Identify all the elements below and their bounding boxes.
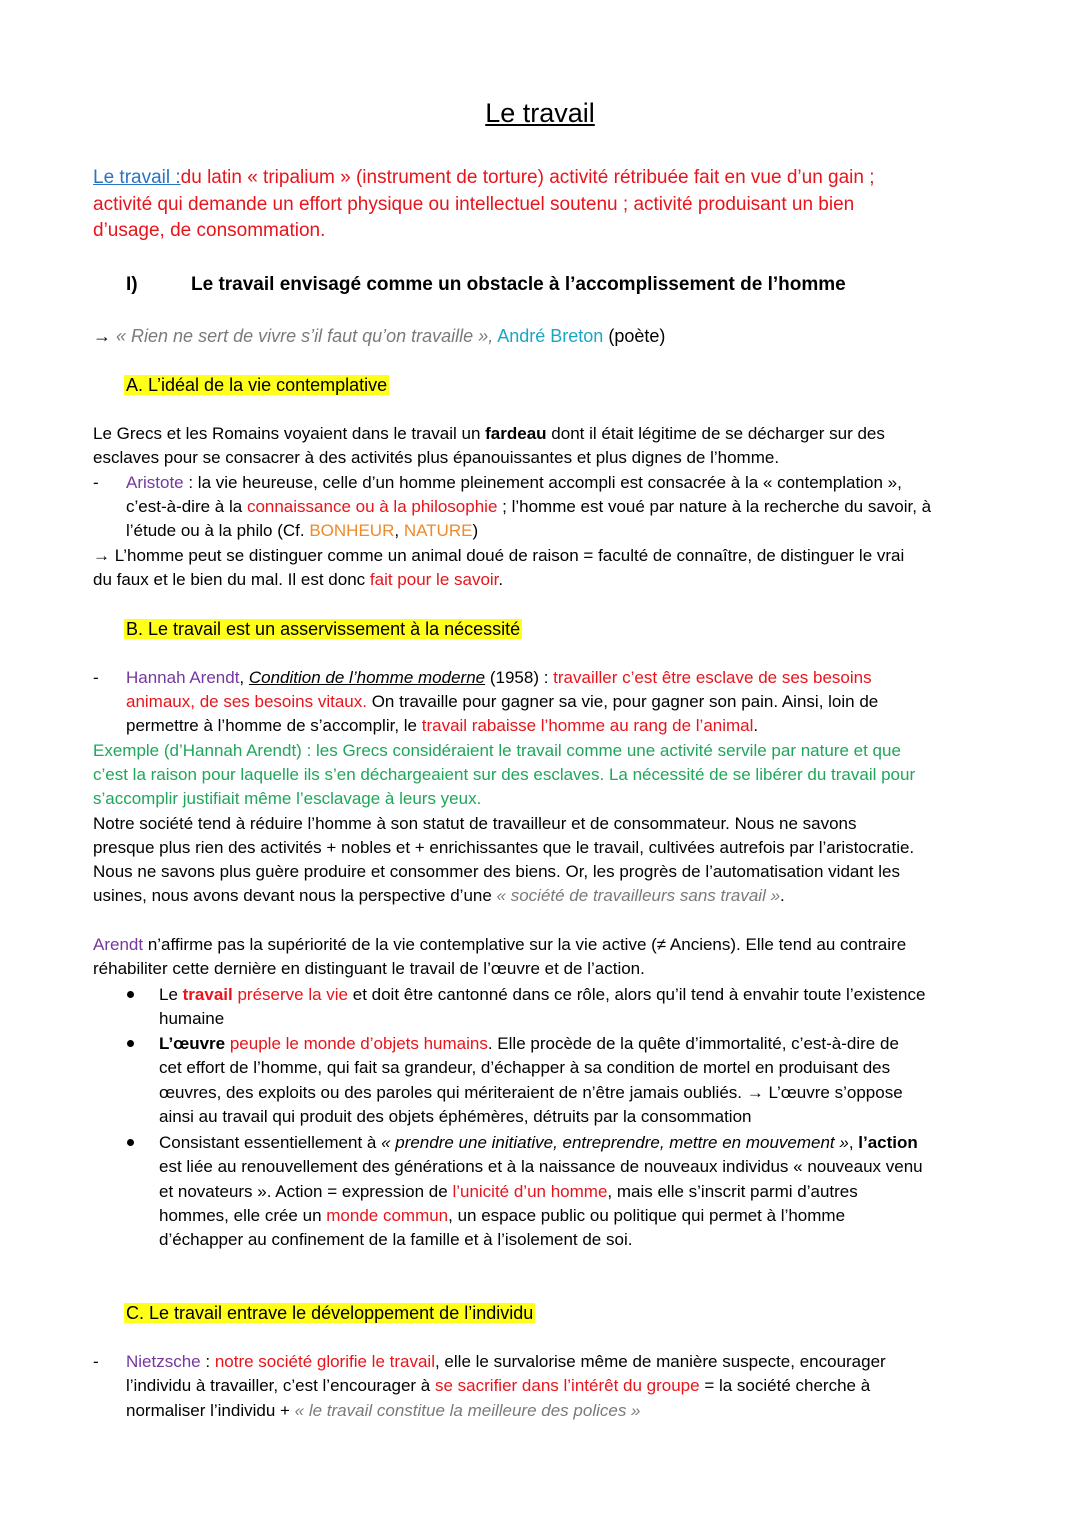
aristote-line-2: c’est-à-dire à la connaissance ou à la philosophie ; l’homme est voué par nature à la recherche du savoir, à — [126, 497, 932, 516]
bullet-action-line-2: est liée au renouvellement des générations et à la naissance de nouveaux individus « nouveaux venu — [159, 1157, 923, 1176]
part-title: Le travail envisagé comme un obstacle à l’accomplissement de l’homme — [191, 274, 846, 295]
bullet-icon — [127, 1040, 134, 1047]
bullet-action-line-3: et novateurs ». Action = expression de l’unicité d’un homme, mais elle s’inscrit parmi d’autres — [159, 1182, 858, 1201]
definition-text: du latin « tripalium » (instrument de torture) activité rétribuée fait en vue d’un gain ; — [180, 167, 875, 188]
society-line-4: usines, nous avons devant nous la perspective d’une « société de travailleurs sans travail ». — [93, 886, 785, 905]
author-nietzsche: Nietzsche — [126, 1352, 201, 1371]
arendt-line-2: animaux, de ses besoins vitaux. On travaille pour gagner sa vie, pour gagner son pain. Ainsi, loin de — [126, 692, 879, 711]
dash-bullet: - — [93, 668, 99, 687]
definition-line-1 — [93, 166, 875, 190]
book-title: Condition de l’homme moderne — [248, 668, 486, 687]
section-b-title: B. Le travail est un asservissement à la nécessité — [126, 619, 521, 639]
arendt-summary-line-2: réhabiliter cette dernière en distinguant le travail de l’œuvre et de l’action. — [93, 959, 645, 978]
definition-line-2: activité qui demande un effort physique ou intellectuel soutenu ; activité produisant un bien — [93, 194, 855, 215]
author-aristote: Aristote — [126, 473, 184, 492]
quote-author: André Breton — [497, 326, 604, 346]
section-b-heading — [124, 617, 522, 641]
society-line-1: Notre société tend à réduire l’homme à son statut de travailleur et de consommateur. Nous ne savons — [93, 814, 857, 833]
bold-fardeau: fardeau — [485, 424, 547, 443]
dash-bullet: - — [93, 473, 99, 492]
bullet-travail-line-1: Le travail préserve la vie et doit être cantonné dans ce rôle, alors qu’il tend à envahir toute l’existence — [159, 985, 926, 1004]
quote-role: (poète) — [608, 326, 666, 346]
bullet-action-line-1: Consistant essentiellement à « prendre une initiative, entreprendre, mettre en mouvement », l’action — [159, 1133, 918, 1152]
arrow-icon: → — [93, 326, 111, 346]
quote-breton — [93, 324, 665, 348]
example-line-1: Exemple (d’Hannah Arendt) : les Grecs considéraient le travail comme une activité servile par nature et que — [93, 741, 901, 760]
nietzsche-line-1: Nietzsche : notre société glorifie le travail, elle le survalorise même de manière suspecte, encourager — [126, 1352, 886, 1371]
arendt-summary-line-1: Arendt n’affirme pas la supériorité de la vie contemplative sur la vie active (≠ Anciens). Elle tend au contraire — [93, 935, 907, 954]
bullet-travail-line-2: humaine — [159, 1009, 225, 1028]
bullet-oeuvre-line-1: L’œuvre peuple le monde d’objets humains. Elle procède de la quête d’immortalité, c’est-à-dire de — [159, 1034, 899, 1053]
section-a-heading — [124, 373, 389, 397]
bullet-icon — [127, 991, 134, 998]
society-line-2: presque plus rien des activités + nobles et + enrichissantes que le travail, cultivées autrefois par l’aristocratie. — [93, 838, 915, 857]
paragraph-a-line-6: → L’homme peut se distinguer comme un animal doué de raison = faculté de connaître, de distinguer le vrai — [93, 546, 905, 565]
paragraph-a-line-2: esclaves pour se consacrer à des activités plus épanouissantes et plus dignes de l’homme. — [93, 448, 780, 467]
bullet-oeuvre-line-2: cet effort de l’homme, qui fait sa grandeur, d’échapper à sa condition de mortel en produisant des — [159, 1058, 891, 1077]
section-a-title: A. L’idéal de la vie contemplative — [126, 375, 388, 395]
section-c-title: C. Le travail entrave le développement de l’individu — [126, 1303, 534, 1323]
example-line-3: s’accomplir justifiait même l’esclavage à leurs yeux. — [93, 789, 482, 808]
definition-term: Le travail : — [93, 167, 181, 188]
aristote-line-1: Aristote : la vie heureuse, celle d’un homme pleinement accompli est consacrée à la « contemplation », — [126, 473, 902, 492]
bullet-icon — [127, 1139, 134, 1146]
nietzsche-line-2: l’individu à travailler, c’est l’encourager à se sacrifier dans l’intérêt du groupe = la société cherche à — [126, 1376, 871, 1395]
paragraph-a-line-1: Le Grecs et les Romains voyaient dans le travail un fardeau dont il était légitime de se décharger sur des — [93, 424, 885, 443]
definition-line-3: d’usage, de consommation. — [93, 220, 326, 241]
bullet-oeuvre-line-4: ainsi au travail qui produit des objets éphémères, détruits par la consommation — [159, 1107, 752, 1126]
author-arendt: Hannah Arendt — [126, 668, 240, 687]
paragraph-a-line-7: du faux et le bien du mal. Il est donc fait pour le savoir. — [93, 570, 504, 589]
dash-bullet: - — [93, 1352, 99, 1371]
bullet-action-line-4: hommes, elle crée un monde commun, un espace public ou politique qui permet à l’homme — [159, 1206, 846, 1225]
aristote-line-3: l’étude ou à la philo (Cf. BONHEUR, NATURE) — [126, 521, 479, 540]
link-nature: NATURE — [403, 521, 473, 540]
bullet-action-line-5: d’échapper au confinement de la famille et à l’isolement de soi. — [159, 1230, 633, 1249]
example-line-2: c’est la raison pour laquelle ils s’en déchargeaient sur des esclaves. La nécessité de se libérer du travail pour — [93, 765, 916, 784]
quote-text: « Rien ne sert de vivre s’il faut qu’on travaille », — [116, 326, 494, 346]
part-number: I) — [126, 274, 138, 295]
bullet-oeuvre-line-3: œuvres, des exploits ou des paroles qui mériteraient de n’être jamais oubliés. → L’œuvre s’oppose — [159, 1083, 903, 1102]
society-line-3: Nous ne savons plus guère produire et consommer des biens. Or, les progrès de l’automatisation vidant les — [93, 862, 900, 881]
page-title: Le travail — [485, 98, 595, 128]
section-c-heading — [124, 1301, 535, 1325]
link-bonheur: BONHEUR — [309, 521, 395, 540]
arendt-line-3: permettre à l’homme de s’accomplir, le travail rabaisse l’homme au rang de l’animal. — [126, 716, 759, 735]
arendt-line-1: Hannah Arendt, Condition de l’homme moderne (1958) : travailler c’est être esclave de ses besoins — [126, 668, 872, 687]
nietzsche-line-3: normaliser l’individu + « le travail constitue la meilleure des polices » — [126, 1401, 641, 1420]
